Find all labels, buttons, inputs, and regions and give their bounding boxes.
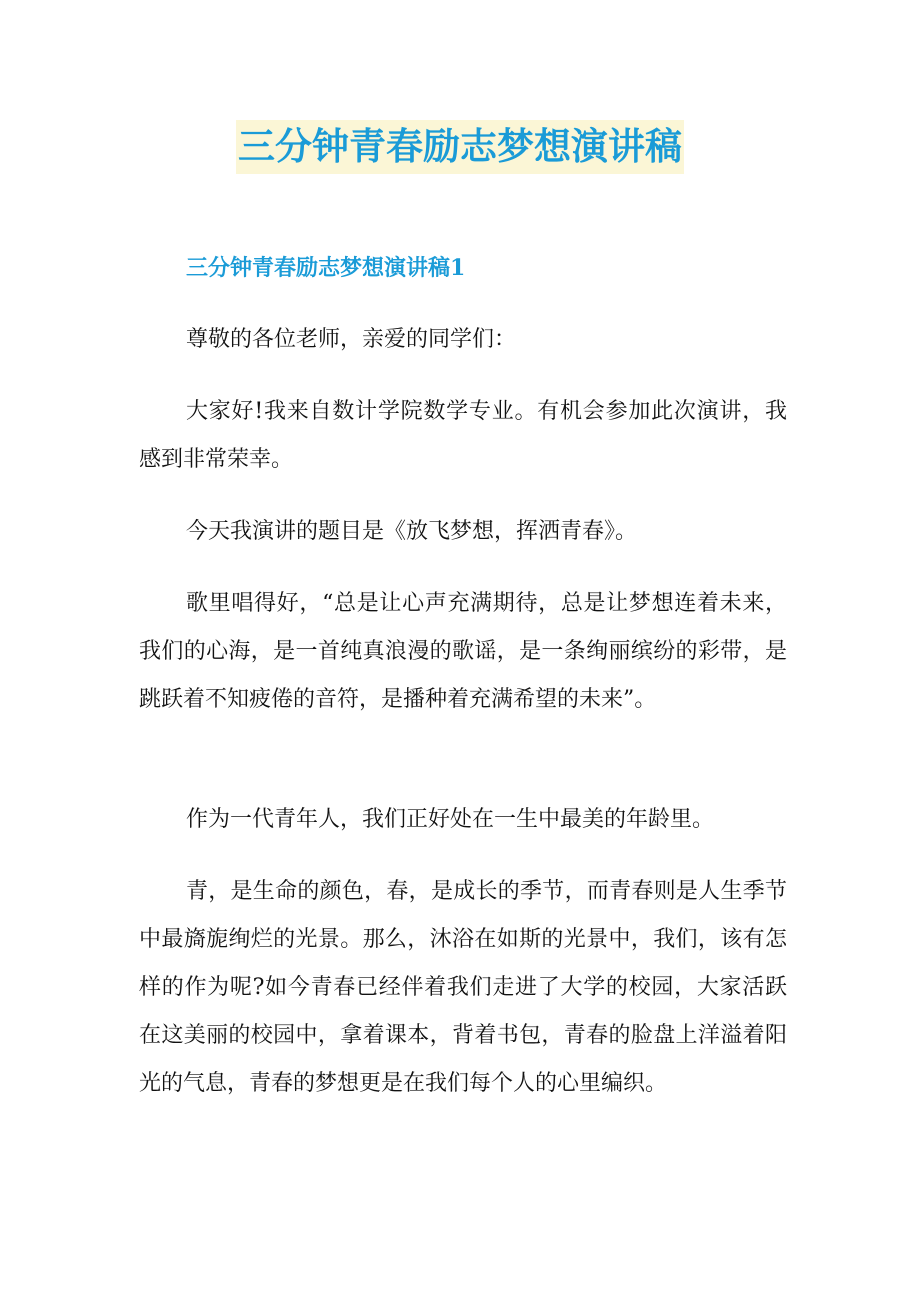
paragraph-youth-meaning: 青，是生命的颜色，春，是成长的季节，而青春则是人生季节中最旖旎绚烂的光景。那么，沐浴在如斯的光景中，我们，该有怎样的作为呢?如今青春已经伴着我们走进了大学的校园，大家活跃在这美丽的校园中，拿着课本，背着书包，青春的脸盘上洋溢着阳光的气息，青春的梦想更是在我们每个人的心里编织。 [139,879,787,1096]
paragraph-topic: 今天我演讲的题目是《放飞梦想，挥洒青春》。 [186,519,638,544]
title-container [0,120,920,174]
paragraph-greeting: 尊敬的各位老师，亲爱的同学们： [186,327,517,352]
section-heading: 三分钟青春励志梦想演讲稿1 [186,255,466,281]
paragraph-song-quote: 歌里唱得好，“总是让心声充满期待，总是让梦想连着未来，我们的心海，是一首纯真浪漫的歌谣，是一条绚丽缤纷的彩带，是跳跃着不知疲倦的音符，是播种着充满希望的未来”。 [139,591,787,712]
paragraph-intro: 大家好!我来自数计学院数学专业。有机会参加此次演讲，我感到非常荣幸。 [139,399,787,472]
paragraph-youth-age: 作为一代青年人，我们正好处在一生中最美的年龄里。 [186,807,715,832]
document-title: 三分钟青春励志梦想演讲稿 [236,120,684,174]
document-body [139,244,787,1132]
